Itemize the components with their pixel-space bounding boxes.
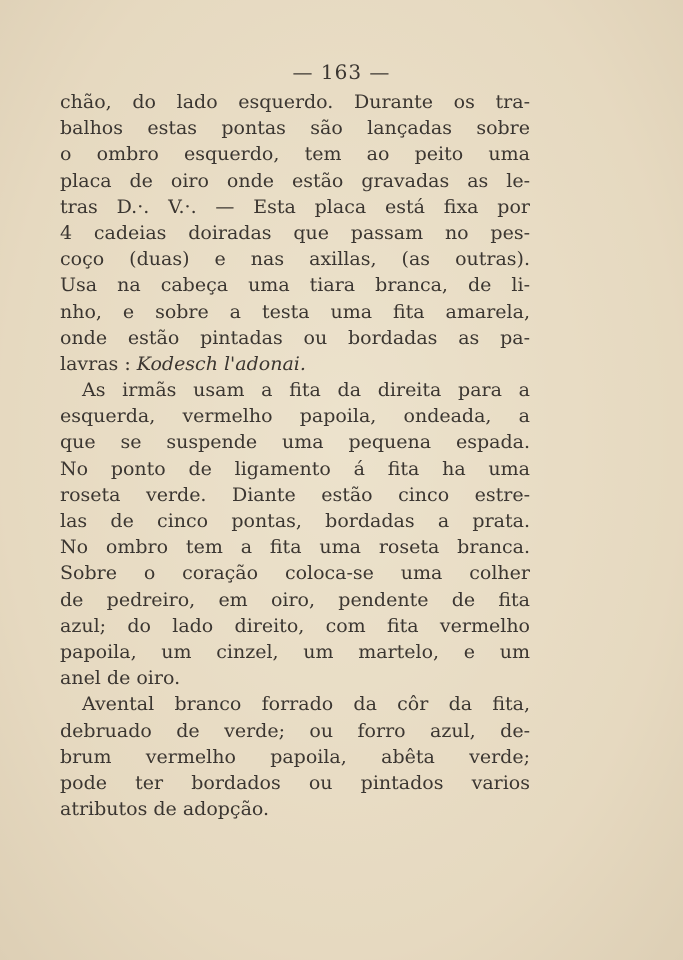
text-line: nho, e sobre a testa uma fita amarela,: [60, 300, 530, 323]
text-line: roseta verde. Diante estão cinco estre-: [60, 483, 530, 506]
text-fragment: lavras :: [60, 352, 137, 375]
text-line: o ombro esquerdo, tem ao peito uma: [60, 143, 530, 166]
text-line: de pedreiro, em oiro, pendente de fita: [60, 588, 530, 611]
text-line: tras D.·. V.·. — Esta placa está fixa por: [60, 195, 530, 218]
text-line: que se suspende uma pequena espada.: [60, 431, 530, 454]
text-line: No ombro tem a fita uma roseta branca.: [60, 536, 530, 559]
text-line: balhos estas pontas são lançadas sobre: [60, 117, 530, 140]
text-line: debruado de verde; ou forro azul, de-: [60, 719, 530, 742]
text-line: brum vermelho papoila, abêta verde;: [60, 745, 530, 768]
text-line: chão, do lado esquerdo. Durante os tra-: [60, 91, 530, 113]
text-line: pode ter bordados ou pintados varios: [60, 771, 530, 794]
text-line: papoila, um cinzel, um martelo, e um: [60, 640, 530, 663]
paragraph-start: Avental branco forrado da côr da fita,: [82, 693, 530, 716]
text-line: coço (duas) e nas axillas, (as outras).: [60, 248, 530, 271]
text-line: placa de oiro onde estão gravadas as le-: [60, 169, 530, 192]
text-line: azul; do lado direito, com fita vermelho: [60, 614, 530, 637]
text-line: Usa na cabeça uma tiara branca, de li-: [60, 274, 530, 297]
text-line: onde estão pintadas ou bordadas as pa-: [60, 326, 530, 349]
text-line: Sobre o coração coloca-se uma colher: [60, 562, 530, 585]
text-line: 4 cadeias doiradas que passam no pes-: [60, 221, 530, 244]
text-line: [60, 351, 530, 377]
text-line: las de cinco pontas, bordadas a prata.: [60, 510, 530, 532]
text-line: atributos de adopção.: [60, 798, 270, 821]
page-number: — 163 —: [292, 60, 391, 84]
paragraph-start: As irmãs usam a fita da direita para a: [82, 379, 530, 402]
text-line: No ponto de ligamento á fita ha uma: [60, 457, 530, 480]
italic-phrase: Kodesch l'adonai.: [136, 352, 306, 375]
body-text: [60, 89, 530, 822]
text-line: anel de oiro.: [60, 667, 181, 690]
text-line: esquerda, vermelho papoila, ondeada, a: [60, 405, 530, 428]
